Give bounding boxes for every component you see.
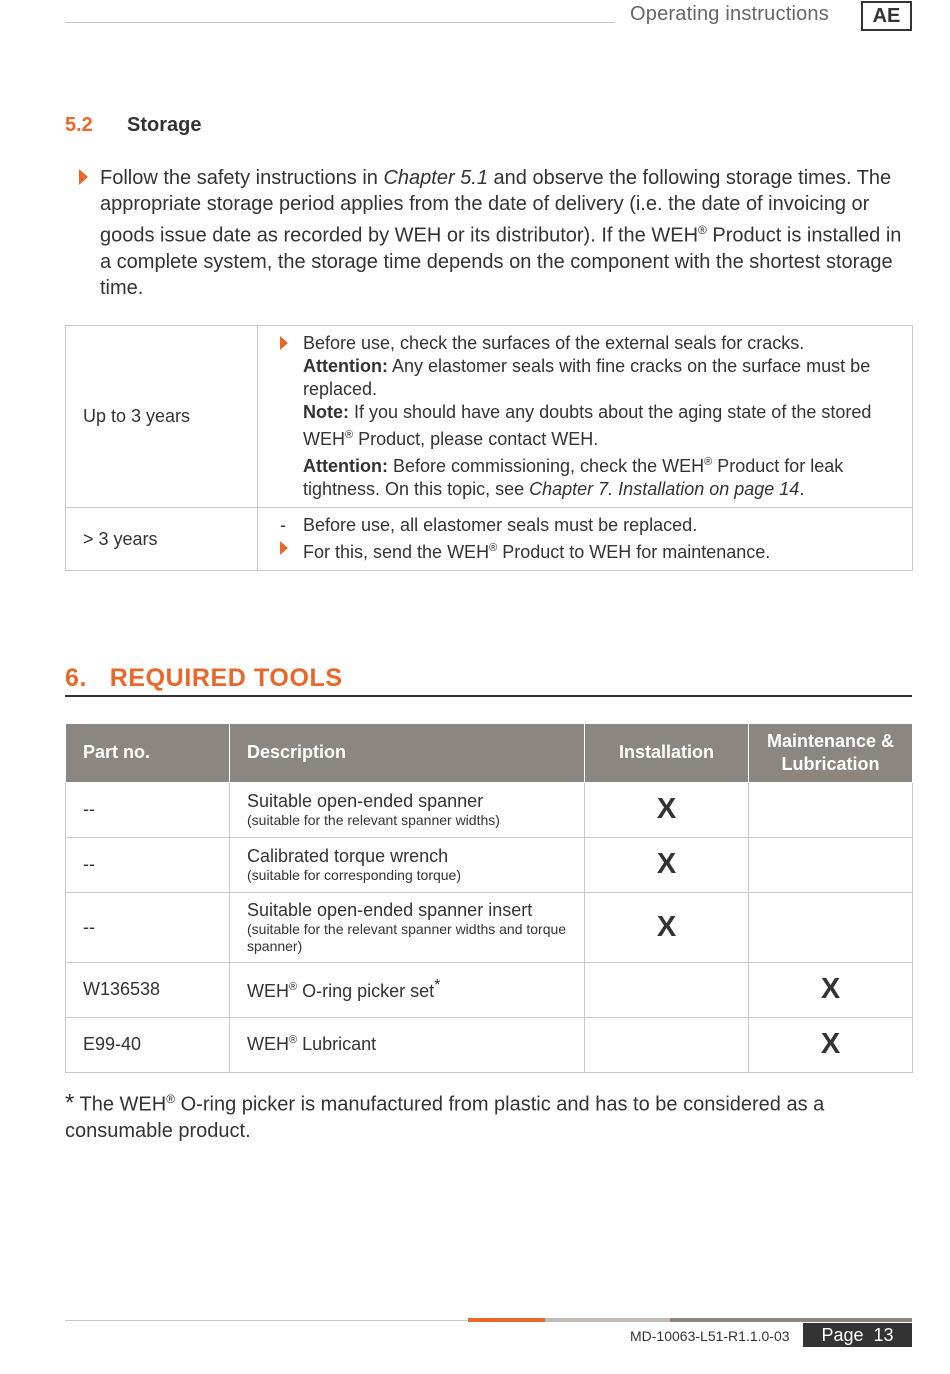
- bullet-arrow-icon: [280, 541, 288, 555]
- table-row: [66, 508, 913, 571]
- header-rule: [65, 22, 615, 23]
- table-row: [66, 782, 913, 837]
- page-number-badge: Page 13: [803, 1323, 912, 1347]
- storage-instructions: Before use, check the surfaces of the external seals for cracks. Attention: Any elastomer seals with fine cracks on the surface must be replaced. Note: If you should have any doubts about the aging state of the stored WEH® Product, please contact WEH. Attention: Before commissioning, check the WEH® Product for leak tightness. On this topic, see Chapter 7. Installation on page 14.: [258, 326, 913, 508]
- tool-description: WEH® O-ring picker set*: [230, 962, 585, 1017]
- installation-mark: [585, 1017, 749, 1072]
- column-header: Maintenance & Lubrication: [749, 724, 913, 782]
- part-number: --: [66, 837, 230, 892]
- column-header: Part no.: [66, 724, 230, 782]
- document-code: MD-10063-L51-R1.1.0-03: [630, 1328, 790, 1344]
- column-header: Installation: [585, 724, 749, 782]
- tool-description: Suitable open-ended spanner insert (suitable for the relevant spanner widths and torque spanner): [230, 892, 585, 962]
- section-number: 5.2: [65, 114, 93, 136]
- dash-bullet: -: [280, 515, 286, 535]
- installation-mark: [585, 962, 749, 1017]
- tools-table: [65, 724, 913, 1073]
- chapter-reference: Chapter 5.1: [383, 167, 488, 189]
- column-header: Description: [230, 724, 585, 782]
- footnote: * The WEH® O-ring picker is manufactured from plastic and has to be considered as a consumable product.: [65, 1089, 825, 1142]
- footer-accent-bar: [670, 1318, 912, 1322]
- table-row: [66, 1017, 913, 1072]
- tool-description: Calibrated torque wrench (suitable for corresponding torque): [230, 837, 585, 892]
- footer-accent-bar: [545, 1318, 670, 1322]
- installation-mark: X: [585, 782, 749, 837]
- bullet-arrow-icon: [280, 336, 288, 350]
- header-title: Operating instructions: [630, 3, 829, 25]
- bullet-arrow-icon: [79, 169, 88, 185]
- storage-instructions: - Before use, all elastomer seals must be replaced. For this, send the WEH® Product to WEH for maintenance.: [258, 508, 913, 571]
- installation-mark: X: [585, 892, 749, 962]
- table-row: [66, 892, 913, 962]
- part-number: --: [66, 892, 230, 962]
- storage-period-label: > 3 years: [66, 508, 258, 571]
- section-heading: 6. REQUIRED TOOLS: [65, 664, 343, 692]
- chapter-reference: Chapter 7. Installation on page 14: [529, 479, 800, 499]
- intro-paragraph: [65, 165, 915, 301]
- table-row: [66, 962, 913, 1017]
- tool-description: Suitable open-ended spanner (suitable for the relevant spanner widths): [230, 782, 585, 837]
- part-number: --: [66, 782, 230, 837]
- tool-description: WEH® Lubricant: [230, 1017, 585, 1072]
- maintenance-mark: [749, 892, 913, 962]
- installation-mark: X: [585, 837, 749, 892]
- section-title: Storage: [127, 114, 202, 136]
- maintenance-mark: [749, 837, 913, 892]
- part-number: E99-40: [66, 1017, 230, 1072]
- table-header-row: [66, 724, 913, 782]
- maintenance-mark: X: [749, 962, 913, 1017]
- storage-table: [65, 325, 913, 571]
- storage-period-label: Up to 3 years: [66, 326, 258, 508]
- intro-text: Follow the safety instructions in Chapter 5.1 and observe the following storage times. The appropriate storage period applies from the date of delivery (i.e. the date of invoicing or goods issue date as recorded by WEH or its distributor). If the WEH® Product is installed in a complete system, the storage time depends on the component with the shortest storage time.: [100, 167, 902, 299]
- footer-accent-bar: [468, 1318, 545, 1322]
- language-badge: AE: [861, 1, 912, 31]
- maintenance-mark: [749, 782, 913, 837]
- part-number: W136538: [66, 962, 230, 1017]
- maintenance-mark: X: [749, 1017, 913, 1072]
- table-row: [66, 837, 913, 892]
- table-row: [66, 326, 913, 508]
- section-rule: [65, 695, 912, 697]
